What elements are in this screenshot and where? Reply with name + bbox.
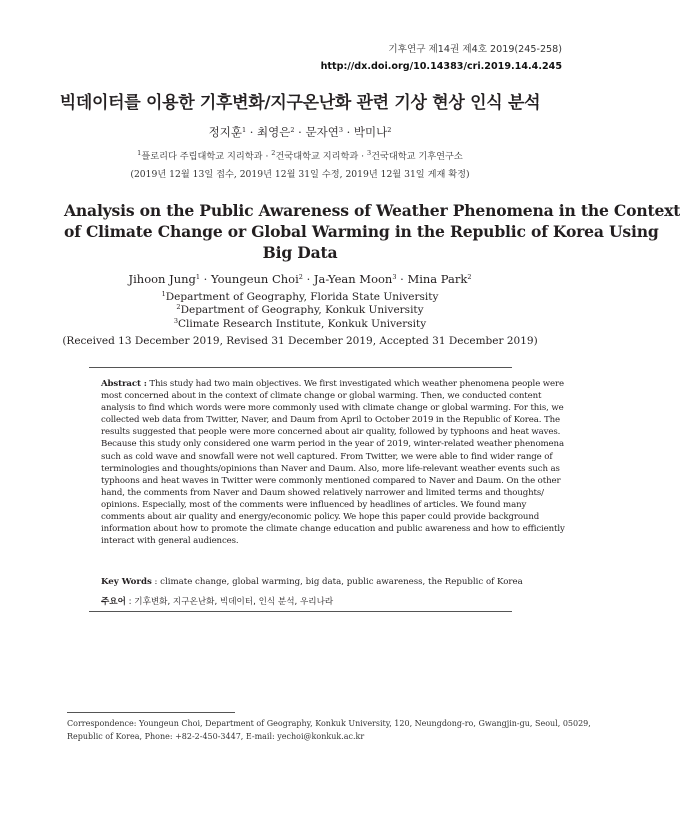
journal-header <box>321 41 562 75</box>
abstract-line: collected web data from Twitter, Naver, and Daum from April to October 2019 in the Republic of Korea. The <box>101 415 560 426</box>
abstract-line: opinions. Especially, most of the comments were influenced by headlines of articles. We found many <box>101 499 527 510</box>
affil-text: 건국대학교 지리학과 <box>275 151 359 162</box>
abstract-label: Abstract : <box>101 379 147 389</box>
author-separator: · <box>200 272 211 286</box>
abstract-line: interact with general audiences. <box>101 536 239 547</box>
keywords-text: : climate change, global warming, big data, public awareness, the Republic of Korea <box>151 577 523 587</box>
title-line: Analysis on the Public Awareness of Weather Phenomena in the Context <box>64 201 680 220</box>
keywords-label: 주요어 <box>101 597 126 607</box>
doi-link[interactable]: http://dx.doi.org/10.14383/cri.2019.14.4.245 <box>320 61 562 72</box>
author-sup: 2 <box>467 273 472 281</box>
author-sup: 1 <box>241 126 247 134</box>
author-sup: 2 <box>298 273 303 281</box>
author-separator: · <box>246 125 258 139</box>
korean-dates: (2019년 12월 13일 접수, 2019년 12월 31일 수정, 2019년 12월 31일 게재 확정) <box>130 169 470 180</box>
author-sup: 2 <box>387 126 392 134</box>
author-separator: · <box>294 125 306 139</box>
title-line: of Climate Change or Global Warming in the Republic of Korea Using <box>64 222 659 241</box>
affiliation-line <box>0 304 600 317</box>
title-line: Big Data <box>262 243 338 262</box>
author-name: Ja-Yean Moon <box>313 272 393 286</box>
footnote-line: Republic of Korea, Phone: +82-2-450-3447, E-mail: yechoi@konkuk.ac.kr <box>67 731 365 741</box>
abstract-bottom-rule <box>89 611 512 612</box>
affil-sup: 3 <box>367 149 372 157</box>
korean-affiliations <box>0 148 600 162</box>
footnote-line: Correspondence: Youngeun Choi, Department of Geography, Konkuk University, 120, Neungdong-ro, Gwangjin-gu, Seoul, 05029, <box>67 719 591 728</box>
affil-sup: 3 <box>173 316 178 325</box>
affiliation-line <box>0 318 600 331</box>
abstract-line: such as cold wave and snowfall were not well captured. From Twitter, we were able to find wider range of <box>101 451 553 462</box>
journal-citation: 기후연구 제14권 제4호 2019(245-258) <box>388 44 562 55</box>
abstract-line: most concerned about in the context of climate change or global warming. Then, we conducted content <box>101 391 542 402</box>
footnote-rule <box>67 712 235 713</box>
abstract-text: This study had two main objectives. We first investigated which weather phenomena people were <box>146 379 564 389</box>
abstract-line: Because this study only considered one warm period in the year of 2019, winter-related weather phenomena <box>101 439 564 450</box>
author-name: 정지훈 <box>208 125 242 139</box>
author-name: 문자연 <box>305 125 339 139</box>
author-separator: · <box>396 272 408 286</box>
affil-sup: 1 <box>137 149 142 157</box>
correspondence-footnote <box>67 718 591 743</box>
keywords-label: Key Words <box>101 577 152 587</box>
abstract-top-rule <box>89 367 512 368</box>
author-name: Jihoon Jung <box>128 272 196 286</box>
abstract-line: information about how to promote the climate change education and public awareness and how to efficiently <box>101 524 565 535</box>
affil-text: 건국대학교 기후연구소 <box>371 151 463 162</box>
author-sup: 3 <box>338 126 343 134</box>
abstract-line: hand, the comments from Naver and Daum showed relatively narrower and limited terms and thoughts/ <box>101 487 544 498</box>
author-name: 박미나 <box>353 125 388 139</box>
author-separator: · <box>342 125 354 139</box>
english-affiliations <box>0 291 600 331</box>
author-sup: 3 <box>392 273 397 281</box>
affil-text: 플로리다 주립대학교 지리학과 <box>141 151 263 162</box>
english-dates: (Received 13 December 2019, Revised 31 December 2019, Accepted 31 December 2019) <box>62 335 538 347</box>
english-authors <box>0 272 600 286</box>
affiliation-line <box>0 291 600 304</box>
author-sup: 2 <box>290 126 295 134</box>
author-name: Youngeun Choi <box>211 272 299 286</box>
english-title <box>64 200 680 263</box>
affil-text: Department of Geography, Konkuk University <box>180 304 424 317</box>
abstract-line <box>101 378 564 390</box>
affil-separator: · <box>358 151 367 162</box>
author-separator: · <box>302 272 314 286</box>
affil-sup: 1 <box>161 290 166 298</box>
korean-authors <box>0 124 600 140</box>
affil-text: Climate Research Institute, Konkuk University <box>177 317 427 330</box>
author-name: 최영은 <box>257 125 291 139</box>
abstract-line: analysis to find which words were more commonly used with climate change or global warming. For this, we <box>101 403 564 414</box>
abstract-block <box>101 378 565 547</box>
abstract-line: terminologies and thoughts/opinions than Naver and Daum. Also, more life-relevant weather events such as <box>101 463 560 474</box>
abstract-line: comments about air quality and energy/economic policy. We hope this paper could provide background <box>101 512 540 523</box>
abstract-line: results suggested that people were more concerned about air quality, followed by typhoons and heat waves. <box>101 427 561 438</box>
keywords-text: : 기후변화, 지구온난화, 빅데이터, 인식 분석, 우리나라 <box>125 597 334 607</box>
korean-keywords <box>101 595 333 607</box>
abstract-line: typhoons and heat waves in Twitter were commonly mentioned compared to Naver and Daum. On the other <box>101 475 561 486</box>
affil-sup: 2 <box>176 303 181 312</box>
author-name: Mina Park <box>407 272 468 286</box>
affil-separator: · <box>262 151 272 162</box>
english-keywords <box>101 577 523 587</box>
affil-sup: 2 <box>271 149 276 157</box>
author-sup: 1 <box>195 273 201 281</box>
korean-title: 빅데이터를 이용한 기후변화/지구온난화 관련 기상 현상 인식 분석 <box>59 93 541 113</box>
affil-text: Department of Geography, Florida State University <box>165 291 439 303</box>
